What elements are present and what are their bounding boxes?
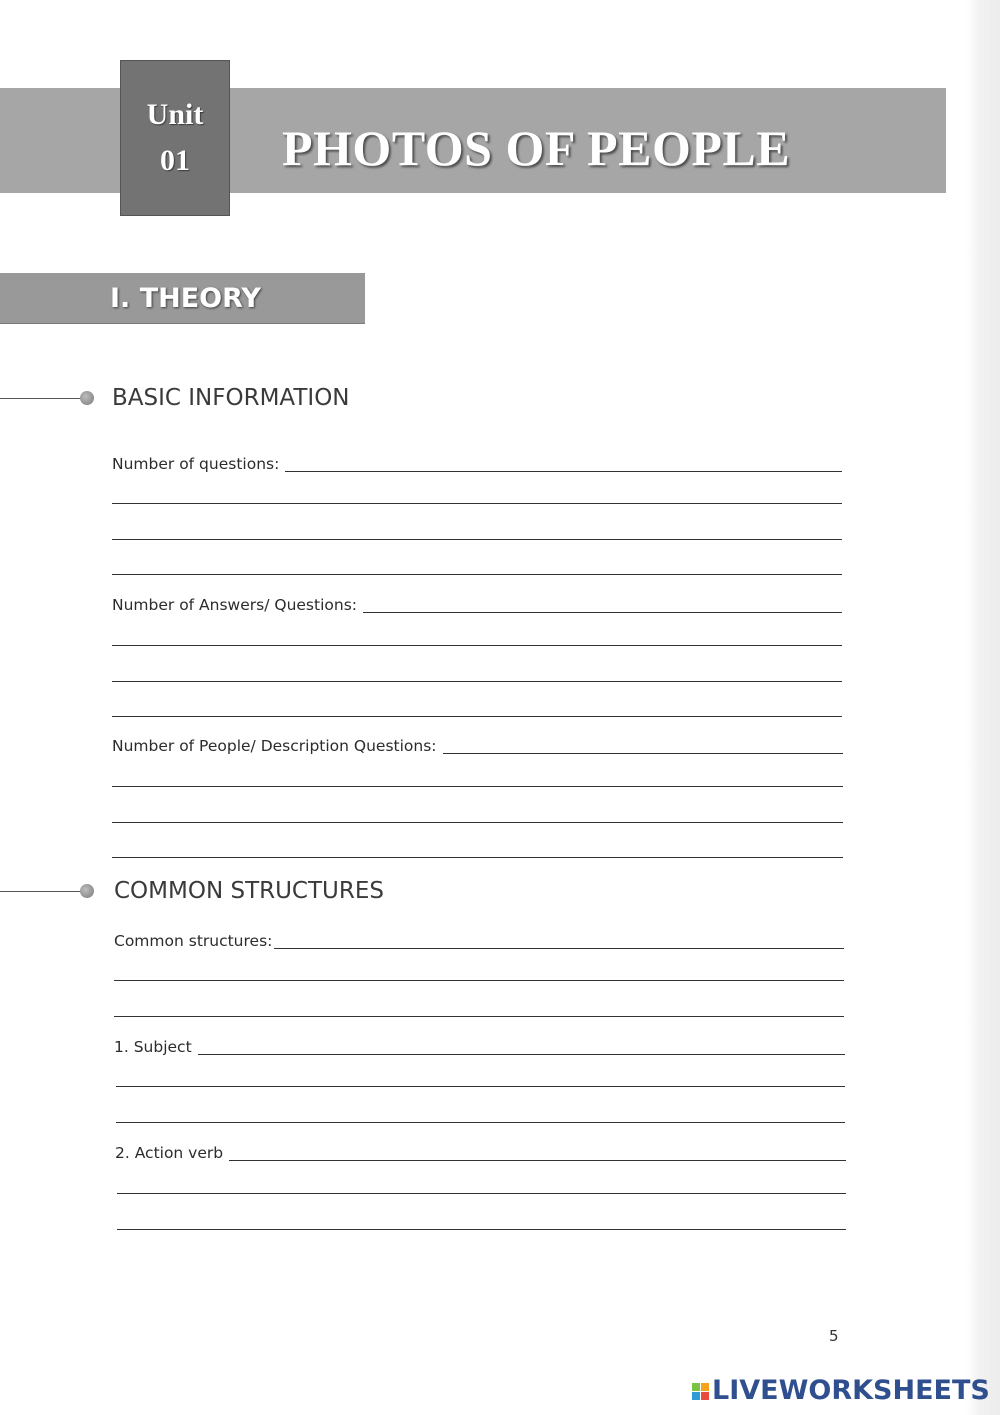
answer-line[interactable]	[117, 1193, 846, 1194]
answer-line[interactable]	[112, 857, 843, 858]
field-label: Number of questions:	[112, 455, 280, 473]
number-of-answers-row[interactable]	[112, 589, 842, 615]
answer-line[interactable]	[117, 1229, 846, 1230]
answer-line[interactable]	[198, 1053, 845, 1055]
logo-square-blue	[692, 1392, 700, 1400]
answer-line[interactable]	[112, 574, 842, 575]
basic-information-heading: BASIC INFORMATION	[112, 385, 350, 411]
answer-line[interactable]	[443, 752, 843, 754]
common-structures-row[interactable]	[114, 925, 844, 951]
field-label: 1. Subject	[114, 1038, 192, 1056]
logo-square-green	[692, 1383, 700, 1391]
answer-line[interactable]	[285, 470, 842, 472]
answer-line[interactable]	[229, 1159, 846, 1161]
answer-line[interactable]	[274, 947, 844, 949]
answer-line[interactable]	[114, 1016, 844, 1017]
logo-square-orange	[701, 1383, 709, 1391]
bullet-dot-icon	[80, 391, 94, 405]
subject-row[interactable]	[114, 1031, 845, 1057]
field-label: Number of Answers/ Questions:	[112, 596, 357, 614]
answer-line[interactable]	[112, 681, 842, 682]
field-label: Number of People/ Description Questions:	[112, 737, 437, 755]
page-number: 5	[829, 1327, 839, 1345]
answer-line[interactable]	[112, 716, 842, 717]
answer-line[interactable]	[114, 980, 844, 981]
number-of-people-row[interactable]	[112, 730, 843, 756]
answer-line[interactable]	[363, 611, 842, 613]
page-edge	[966, 0, 1000, 1415]
logo-square-red	[701, 1392, 709, 1400]
field-label: 2. Action verb	[115, 1144, 224, 1162]
common-structures-section-heading	[0, 875, 500, 909]
theory-heading: I. THEORY	[110, 283, 261, 314]
answer-line[interactable]	[116, 1122, 845, 1123]
answer-line[interactable]	[112, 822, 843, 823]
answer-line[interactable]	[112, 539, 842, 540]
unit-number: 01	[160, 144, 190, 177]
common-structures-heading: COMMON STRUCTURES	[114, 878, 384, 904]
bullet-dot-icon	[80, 884, 94, 898]
unit-word: Unit	[146, 98, 204, 131]
number-of-questions-row[interactable]	[112, 448, 842, 474]
page-title: PHOTOS OF PEOPLE	[282, 120, 791, 176]
basic-information-section-heading	[0, 382, 500, 416]
field-label: Common structures:	[114, 932, 273, 950]
brand-name: LIVEWORKSHEETS	[712, 1375, 990, 1406]
answer-line[interactable]	[116, 1086, 845, 1087]
answer-line[interactable]	[112, 503, 842, 504]
action-verb-row[interactable]	[115, 1137, 846, 1163]
liveworksheets-logo-icon	[692, 1383, 709, 1400]
heading-rule	[0, 891, 82, 892]
liveworksheets-watermark	[692, 1376, 990, 1406]
unit-badge	[120, 60, 230, 216]
answer-line[interactable]	[112, 645, 842, 646]
heading-rule	[0, 398, 82, 399]
answer-line[interactable]	[112, 786, 843, 787]
